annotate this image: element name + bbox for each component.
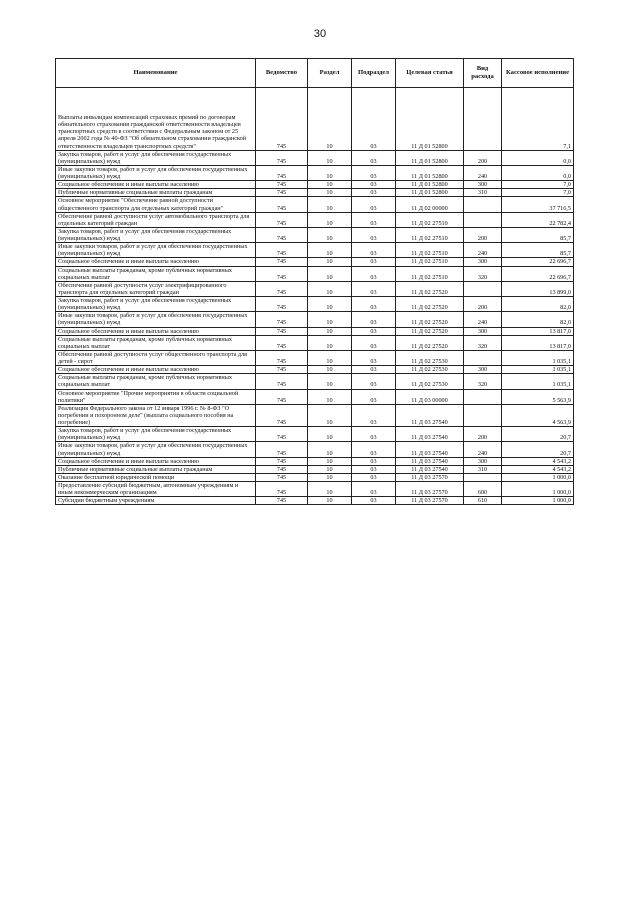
cell-subsection: 03 bbox=[352, 281, 396, 296]
cell-section: 10 bbox=[308, 350, 352, 365]
cell-amount: 13 899,0 bbox=[502, 281, 574, 296]
cell-expense-type: 310 bbox=[464, 465, 502, 473]
cell-name: Иные закупки товаров, работ и услуг для обеспечения государственных (муниципальных) нужд bbox=[56, 243, 256, 258]
table-row bbox=[56, 88, 574, 151]
cell-amount: 13 817,0 bbox=[502, 327, 574, 335]
cell-expense-type: 200 bbox=[464, 427, 502, 442]
cell-amount: 0,0 bbox=[502, 165, 574, 180]
cell-subsection: 03 bbox=[352, 482, 396, 497]
cell-subsection: 03 bbox=[352, 389, 396, 404]
cell-subsection: 03 bbox=[352, 181, 396, 189]
col-header-expense-type: Вид расхода bbox=[464, 59, 502, 88]
cell-expense-type: 240 bbox=[464, 312, 502, 327]
cell-target: 11 Д 01 52800 bbox=[396, 189, 464, 197]
cell-amount: 1 035,1 bbox=[502, 374, 574, 389]
cell-amount: 4 543,2 bbox=[502, 457, 574, 465]
cell-dept: 745 bbox=[256, 374, 308, 389]
cell-dept: 745 bbox=[256, 189, 308, 197]
cell-subsection: 03 bbox=[352, 297, 396, 312]
table-row bbox=[56, 189, 574, 197]
cell-section: 10 bbox=[308, 465, 352, 473]
cell-name: Обеспечение равной доступности услуг общественного транспорта для детей - сирот bbox=[56, 350, 256, 365]
cell-expense-type: 300 bbox=[464, 457, 502, 465]
cell-expense-type: 300 bbox=[464, 327, 502, 335]
table-row bbox=[56, 366, 574, 374]
table-row bbox=[56, 389, 574, 404]
cell-target: 11 Д 03 27540 bbox=[396, 427, 464, 442]
cell-subsection: 03 bbox=[352, 327, 396, 335]
cell-section: 10 bbox=[308, 165, 352, 180]
table-row bbox=[56, 150, 574, 165]
cell-dept: 745 bbox=[256, 266, 308, 281]
cell-subsection: 03 bbox=[352, 266, 396, 281]
cell-section: 10 bbox=[308, 212, 352, 227]
cell-target: 11 Д 02 27510 bbox=[396, 212, 464, 227]
cell-amount: 37 716,5 bbox=[502, 197, 574, 212]
cell-name: Социальное обеспечение и иные выплаты населению bbox=[56, 457, 256, 465]
table-row bbox=[56, 297, 574, 312]
cell-target: 11 Д 02 27530 bbox=[396, 366, 464, 374]
cell-section: 10 bbox=[308, 281, 352, 296]
cell-expense-type: 200 bbox=[464, 297, 502, 312]
cell-section: 10 bbox=[308, 150, 352, 165]
cell-section: 10 bbox=[308, 266, 352, 281]
cell-amount: 5 563,9 bbox=[502, 389, 574, 404]
cell-name: Закупка товаров, работ и услуг для обеспечения государственных (муниципальных) нужд bbox=[56, 150, 256, 165]
table-row bbox=[56, 212, 574, 227]
cell-dept: 745 bbox=[256, 181, 308, 189]
cell-name: Публичные нормативные социальные выплаты гражданам bbox=[56, 465, 256, 473]
cell-target: 11 Д 02 27530 bbox=[396, 374, 464, 389]
table-row bbox=[56, 465, 574, 473]
cell-section: 10 bbox=[308, 197, 352, 212]
cell-target: 11 Д 03 27540 bbox=[396, 404, 464, 426]
cell-section: 10 bbox=[308, 297, 352, 312]
cell-subsection: 03 bbox=[352, 312, 396, 327]
cell-name: Закупка товаров, работ и услуг для обеспечения государственных (муниципальных) нужд bbox=[56, 427, 256, 442]
cell-expense-type bbox=[464, 197, 502, 212]
cell-target: 11 Д 03 00000 bbox=[396, 389, 464, 404]
cell-amount: 7,0 bbox=[502, 181, 574, 189]
cell-subsection: 03 bbox=[352, 366, 396, 374]
cell-dept: 745 bbox=[256, 88, 308, 151]
cell-target: 11 Д 02 27510 bbox=[396, 266, 464, 281]
cell-target: 11 Д 02 27520 bbox=[396, 281, 464, 296]
cell-section: 10 bbox=[308, 497, 352, 505]
cell-target: 11 Д 03 27540 bbox=[396, 465, 464, 473]
cell-dept: 745 bbox=[256, 350, 308, 365]
col-header-subsection: Подраздел bbox=[352, 59, 396, 88]
cell-amount: 85,7 bbox=[502, 227, 574, 242]
table-row bbox=[56, 327, 574, 335]
cell-expense-type bbox=[464, 404, 502, 426]
cell-dept: 745 bbox=[256, 389, 308, 404]
cell-dept: 745 bbox=[256, 243, 308, 258]
cell-expense-type: 600 bbox=[464, 482, 502, 497]
cell-name: Субсидии бюджетным учреждениям bbox=[56, 497, 256, 505]
cell-target: 11 Д 02 27510 bbox=[396, 227, 464, 242]
table-row bbox=[56, 442, 574, 457]
cell-dept: 745 bbox=[256, 427, 308, 442]
cell-expense-type: 200 bbox=[464, 150, 502, 165]
cell-target: 11 Д 01 52800 bbox=[396, 181, 464, 189]
cell-name: Социальные выплаты гражданам, кроме публичных нормативных социальных выплат bbox=[56, 374, 256, 389]
cell-subsection: 03 bbox=[352, 335, 396, 350]
cell-section: 10 bbox=[308, 181, 352, 189]
cell-expense-type: 320 bbox=[464, 335, 502, 350]
table-row bbox=[56, 312, 574, 327]
cell-expense-type: 200 bbox=[464, 227, 502, 242]
table-row bbox=[56, 404, 574, 426]
cell-expense-type: 300 bbox=[464, 366, 502, 374]
cell-amount: 22 696,7 bbox=[502, 266, 574, 281]
cell-dept: 745 bbox=[256, 297, 308, 312]
cell-amount: 1 035,1 bbox=[502, 366, 574, 374]
cell-target: 11 Д 01 52800 bbox=[396, 165, 464, 180]
cell-expense-type bbox=[464, 473, 502, 481]
cell-dept: 745 bbox=[256, 404, 308, 426]
cell-section: 10 bbox=[308, 258, 352, 266]
cell-subsection: 03 bbox=[352, 88, 396, 151]
cell-amount: 1 035,1 bbox=[502, 350, 574, 365]
cell-name: Социальное обеспечение и иные выплаты населению bbox=[56, 327, 256, 335]
cell-expense-type: 240 bbox=[464, 165, 502, 180]
cell-subsection: 03 bbox=[352, 197, 396, 212]
table-row bbox=[56, 165, 574, 180]
col-header-section: Раздел bbox=[308, 59, 352, 88]
cell-target: 11 Д 02 27530 bbox=[396, 350, 464, 365]
cell-dept: 745 bbox=[256, 497, 308, 505]
cell-name: Социальное обеспечение и иные выплаты населению bbox=[56, 258, 256, 266]
cell-subsection: 03 bbox=[352, 404, 396, 426]
cell-subsection: 03 bbox=[352, 374, 396, 389]
cell-expense-type: 300 bbox=[464, 258, 502, 266]
cell-dept: 745 bbox=[256, 281, 308, 296]
cell-section: 10 bbox=[308, 366, 352, 374]
cell-section: 10 bbox=[308, 457, 352, 465]
cell-expense-type: 240 bbox=[464, 442, 502, 457]
cell-name: Социальное обеспечение и иные выплаты населению bbox=[56, 366, 256, 374]
cell-amount: 4 543,2 bbox=[502, 465, 574, 473]
cell-amount: 20,7 bbox=[502, 442, 574, 457]
cell-amount: 7,1 bbox=[502, 88, 574, 151]
cell-expense-type bbox=[464, 281, 502, 296]
cell-name: Публичные нормативные социальные выплаты гражданам bbox=[56, 189, 256, 197]
cell-expense-type bbox=[464, 389, 502, 404]
cell-name: Предоставление субсидий бюджетным, автономным учреждениям и иным некоммерческим организациям bbox=[56, 482, 256, 497]
cell-dept: 745 bbox=[256, 212, 308, 227]
cell-section: 10 bbox=[308, 404, 352, 426]
cell-target: 11 Д 03 27540 bbox=[396, 442, 464, 457]
cell-target: 11 Д 02 27520 bbox=[396, 327, 464, 335]
cell-section: 10 bbox=[308, 189, 352, 197]
col-header-amount: Кассовое исполнение bbox=[502, 59, 574, 88]
cell-amount: 1 000,0 bbox=[502, 473, 574, 481]
cell-subsection: 03 bbox=[352, 227, 396, 242]
cell-dept: 745 bbox=[256, 457, 308, 465]
cell-section: 10 bbox=[308, 227, 352, 242]
cell-section: 10 bbox=[308, 374, 352, 389]
table-row bbox=[56, 197, 574, 212]
table-row bbox=[56, 473, 574, 481]
cell-name: Выплаты инвалидам компенсаций страховых премий по договорам обязательного страхования гражданской ответственности владельцев транспортных средств в соответствии с Федеральным законом от 25 апреля 2002 года № 40-ФЗ "Об обязательном страховании гражданской ответственности владельцев транспортных средств" bbox=[56, 88, 256, 151]
cell-subsection: 03 bbox=[352, 427, 396, 442]
cell-subsection: 03 bbox=[352, 442, 396, 457]
cell-amount: 82,0 bbox=[502, 312, 574, 327]
cell-subsection: 03 bbox=[352, 497, 396, 505]
cell-section: 10 bbox=[308, 389, 352, 404]
cell-section: 10 bbox=[308, 427, 352, 442]
cell-dept: 745 bbox=[256, 473, 308, 481]
col-header-dept: Ведомство bbox=[256, 59, 308, 88]
cell-name: Реализация Федерального закона от 12 января 1996 г. № 8-ФЗ "О погребении и похоронном деле" (выплата социального пособия на погребение) bbox=[56, 404, 256, 426]
cell-subsection: 03 bbox=[352, 212, 396, 227]
cell-dept: 745 bbox=[256, 465, 308, 473]
cell-dept: 745 bbox=[256, 258, 308, 266]
cell-name: Социальное обеспечение и иные выплаты населению bbox=[56, 181, 256, 189]
cell-subsection: 03 bbox=[352, 189, 396, 197]
cell-expense-type: 320 bbox=[464, 266, 502, 281]
cell-expense-type: 300 bbox=[464, 181, 502, 189]
cell-name: Оказание бесплатной юридической помощи bbox=[56, 473, 256, 481]
cell-dept: 745 bbox=[256, 227, 308, 242]
cell-expense-type bbox=[464, 88, 502, 151]
table-row bbox=[56, 281, 574, 296]
cell-dept: 745 bbox=[256, 165, 308, 180]
cell-name: Иные закупки товаров, работ и услуг для обеспечения государственных (муниципальных) нужд bbox=[56, 165, 256, 180]
table-row bbox=[56, 258, 574, 266]
cell-name: Основное мероприятие "Обеспечение равной доступности общественного транспорта для отдельных категорий граждан" bbox=[56, 197, 256, 212]
table-row bbox=[56, 335, 574, 350]
cell-name: Иные закупки товаров, работ и услуг для обеспечения государственных (муниципальных) нужд bbox=[56, 442, 256, 457]
cell-amount: 1 000,0 bbox=[502, 482, 574, 497]
table-row bbox=[56, 266, 574, 281]
cell-dept: 745 bbox=[256, 197, 308, 212]
cell-name: Социальные выплаты гражданам, кроме публичных нормативных социальных выплат bbox=[56, 266, 256, 281]
cell-amount: 0,0 bbox=[502, 150, 574, 165]
cell-target: 11 Д 03 27540 bbox=[396, 457, 464, 465]
cell-section: 10 bbox=[308, 335, 352, 350]
cell-target: 11 Д 02 27520 bbox=[396, 297, 464, 312]
cell-dept: 745 bbox=[256, 442, 308, 457]
cell-subsection: 03 bbox=[352, 473, 396, 481]
table-row bbox=[56, 497, 574, 505]
cell-target: 11 Д 01 52800 bbox=[396, 88, 464, 151]
cell-expense-type: 610 bbox=[464, 497, 502, 505]
cell-name: Иные закупки товаров, работ и услуг для обеспечения государственных (муниципальных) нужд bbox=[56, 312, 256, 327]
cell-amount: 85,7 bbox=[502, 243, 574, 258]
cell-subsection: 03 bbox=[352, 350, 396, 365]
cell-target: 11 Д 02 27520 bbox=[396, 312, 464, 327]
cell-amount: 13 817,0 bbox=[502, 335, 574, 350]
cell-amount: 4 563,9 bbox=[502, 404, 574, 426]
cell-target: 11 Д 02 27520 bbox=[396, 335, 464, 350]
cell-subsection: 03 bbox=[352, 457, 396, 465]
cell-dept: 745 bbox=[256, 366, 308, 374]
cell-target: 11 Д 03 27570 bbox=[396, 497, 464, 505]
cell-section: 10 bbox=[308, 482, 352, 497]
cell-name: Закупка товаров, работ и услуг для обеспечения государственных (муниципальных) нужд bbox=[56, 227, 256, 242]
cell-target: 11 Д 03 27570 bbox=[396, 482, 464, 497]
cell-name: Закупка товаров, работ и услуг для обеспечения государственных (муниципальных) нужд bbox=[56, 297, 256, 312]
cell-dept: 745 bbox=[256, 335, 308, 350]
cell-subsection: 03 bbox=[352, 465, 396, 473]
table-row bbox=[56, 457, 574, 465]
cell-section: 10 bbox=[308, 327, 352, 335]
cell-subsection: 03 bbox=[352, 165, 396, 180]
cell-section: 10 bbox=[308, 442, 352, 457]
cell-amount: 7,0 bbox=[502, 189, 574, 197]
table-header-row bbox=[56, 59, 574, 88]
table-row bbox=[56, 427, 574, 442]
cell-section: 10 bbox=[308, 88, 352, 151]
cell-section: 10 bbox=[308, 312, 352, 327]
cell-expense-type: 310 bbox=[464, 189, 502, 197]
cell-expense-type: 240 bbox=[464, 243, 502, 258]
cell-dept: 745 bbox=[256, 150, 308, 165]
table-row bbox=[56, 181, 574, 189]
page-number: 30 bbox=[313, 28, 327, 40]
cell-amount: 20,7 bbox=[502, 427, 574, 442]
cell-target: 11 Д 03 27570 bbox=[396, 473, 464, 481]
col-header-target: Целевая статья bbox=[396, 59, 464, 88]
cell-amount: 1 000,0 bbox=[502, 497, 574, 505]
budget-table bbox=[55, 58, 574, 505]
cell-target: 11 Д 01 52800 bbox=[396, 150, 464, 165]
cell-section: 10 bbox=[308, 243, 352, 258]
cell-name: Основное мероприятие "Прочие мероприятия в области социальной политики" bbox=[56, 389, 256, 404]
cell-name: Социальные выплаты гражданам, кроме публичных нормативных социальных выплат bbox=[56, 335, 256, 350]
cell-subsection: 03 bbox=[352, 243, 396, 258]
cell-name: Обеспечение равной доступности услуг автомобильного транспорта для отдельных категорий граждан bbox=[56, 212, 256, 227]
cell-subsection: 03 bbox=[352, 150, 396, 165]
table-row bbox=[56, 243, 574, 258]
cell-target: 11 Д 02 27510 bbox=[396, 243, 464, 258]
table-row bbox=[56, 227, 574, 242]
cell-amount: 22 696,7 bbox=[502, 258, 574, 266]
cell-amount: 22 782,4 bbox=[502, 212, 574, 227]
cell-dept: 745 bbox=[256, 482, 308, 497]
cell-dept: 745 bbox=[256, 327, 308, 335]
cell-dept: 745 bbox=[256, 312, 308, 327]
table-row bbox=[56, 482, 574, 497]
table-body bbox=[56, 88, 574, 505]
cell-target: 11 Д 02 00000 bbox=[396, 197, 464, 212]
cell-expense-type bbox=[464, 212, 502, 227]
cell-amount: 82,0 bbox=[502, 297, 574, 312]
cell-name: Обеспечение равной доступности услуг электрифицированного транспорта для отдельных категорий граждан bbox=[56, 281, 256, 296]
cell-target: 11 Д 02 27510 bbox=[396, 258, 464, 266]
cell-section: 10 bbox=[308, 473, 352, 481]
table-row bbox=[56, 374, 574, 389]
table-row bbox=[56, 350, 574, 365]
cell-subsection: 03 bbox=[352, 258, 396, 266]
col-header-name: Наименование bbox=[56, 59, 256, 88]
cell-expense-type: 320 bbox=[464, 374, 502, 389]
cell-expense-type bbox=[464, 350, 502, 365]
